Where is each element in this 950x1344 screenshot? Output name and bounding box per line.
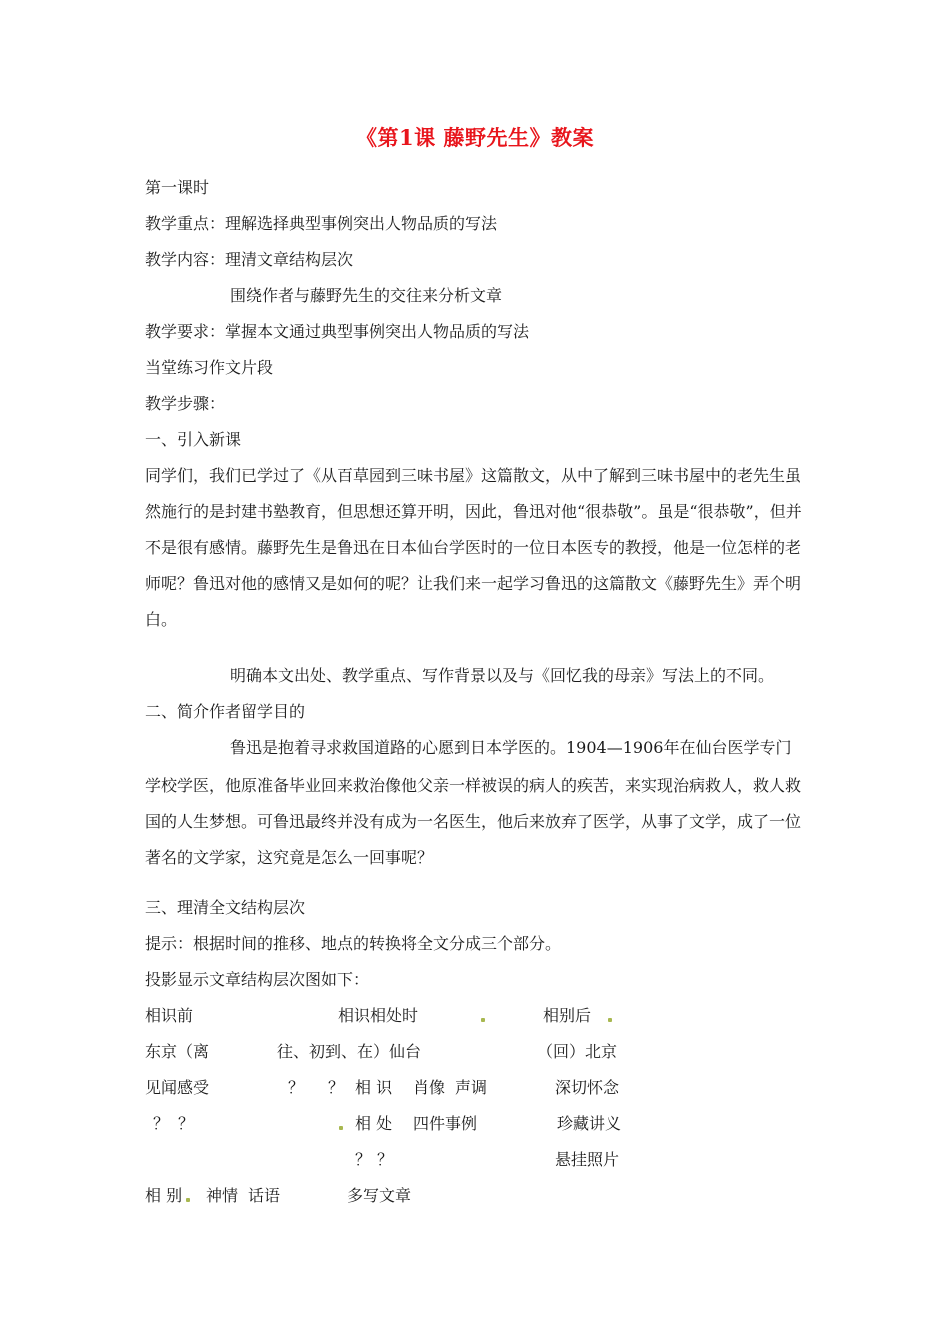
intro-paragraph: 同学们，我们已学过了《从百草园到三味书屋》这篇散文，从中了解到三味书屋中的老先生虽然施行的是封建书塾教育，但思想还算开明，因此，鲁迅对他“很恭敬”。虽是“很恭敬”，但并不是很有感情。藤野先生是鲁迅在日本仙台学医时的一位日本医专的教授，他是一位怎样的老师呢？鲁迅对他的感情又是如何的呢？让我们来一起学习鲁迅的这篇散文《藤野先生》弄个明白。 (145, 466, 802, 629)
diagram-cell: 声调 (455, 1078, 488, 1097)
diagram-cell: 话语 (248, 1186, 281, 1205)
diagram-cell: ？ (153, 1114, 170, 1133)
diagram-cell: ？ (328, 1078, 345, 1097)
lesson-period: 第一课时 (145, 178, 210, 197)
section-1-heading: 一、引入新课 (145, 430, 242, 449)
diagram-cell: 东京（离 (145, 1042, 210, 1061)
diagram-cell: 见闻感受 (145, 1078, 210, 1097)
teaching-steps: 教学步骤： (145, 394, 226, 413)
teaching-focus: 教学重点：理解选择典型事例突出人物品质的写法 (145, 214, 498, 233)
diagram-cell: 悬挂照片 (555, 1150, 620, 1169)
dot-mark (186, 1198, 190, 1202)
diagram-cell: 四件事例 (413, 1114, 478, 1133)
diagram-cell: 相别后 (543, 1006, 592, 1025)
diagram-cell: 肖像 (413, 1078, 446, 1097)
diagram-cell: ？ (377, 1150, 394, 1169)
section-3-heading: 三、理清全文结构层次 (145, 898, 306, 917)
teaching-content-detail: 围绕作者与藤野先生的交往来分析文章 (230, 286, 503, 305)
diagram-cell: ？ (178, 1114, 195, 1133)
diagram-cell: 相识前 (145, 1006, 194, 1025)
hint-line: 提示：根据时间的推移、地点的转换将全文分成三个部分。 (145, 934, 562, 953)
section-2-heading: 二、简介作者留学目的 (145, 702, 306, 721)
dot-mark (339, 1126, 343, 1130)
practice-note: 当堂练习作文片段 (145, 358, 274, 377)
author-paragraph-first-line: 鲁迅是抱着寻求救国道路的心愿到日本学医的。1904—1906年在仙台医学专门 (230, 738, 792, 757)
diagram-cell: 相 处 (355, 1114, 393, 1133)
diagram-cell: 深切怀念 (555, 1078, 620, 1097)
diagram-cell: ？ (288, 1078, 305, 1097)
diagram-cell: （回）北京 (537, 1042, 618, 1061)
diagram-cell: 珍藏讲义 (557, 1114, 622, 1133)
clarify-note: 明确本文出处、教学重点、写作背景以及与《回忆我的母亲》写法上的不同。 (230, 666, 775, 685)
diagram-cell: 往、初到、在）仙台 (277, 1042, 422, 1061)
diagram-cell: 神情 (206, 1186, 239, 1205)
dot-mark (608, 1018, 612, 1022)
diagram-cell: ？ (355, 1150, 372, 1169)
diagram-cell: 相 识 (355, 1078, 393, 1097)
author-paragraph-rest: 学校学医，他原准备毕业回来救治像他父亲一样被误的病人的疾苦，来实现治病救人，救人救国的人生梦想。可鲁迅最终并没有成为一名医生，他后来放弃了医学，从事了文学，成了一位著名的文学家，这究竟是怎么一回事呢？ (145, 776, 802, 867)
diagram-intro: 投影显示文章结构层次图如下： (145, 970, 370, 989)
teaching-requirement: 教学要求：掌握本文通过典型事例突出人物品质的写法 (145, 322, 530, 341)
diagram-cell: 相 别 (145, 1186, 183, 1205)
diagram-cell: 相识相处时 (338, 1006, 419, 1025)
page-title: 《第1课 藤野先生》教案 (356, 125, 594, 150)
teaching-content: 教学内容：理清文章结构层次 (145, 250, 354, 269)
dot-mark (481, 1018, 485, 1022)
diagram-cell: 多写文章 (347, 1186, 412, 1205)
